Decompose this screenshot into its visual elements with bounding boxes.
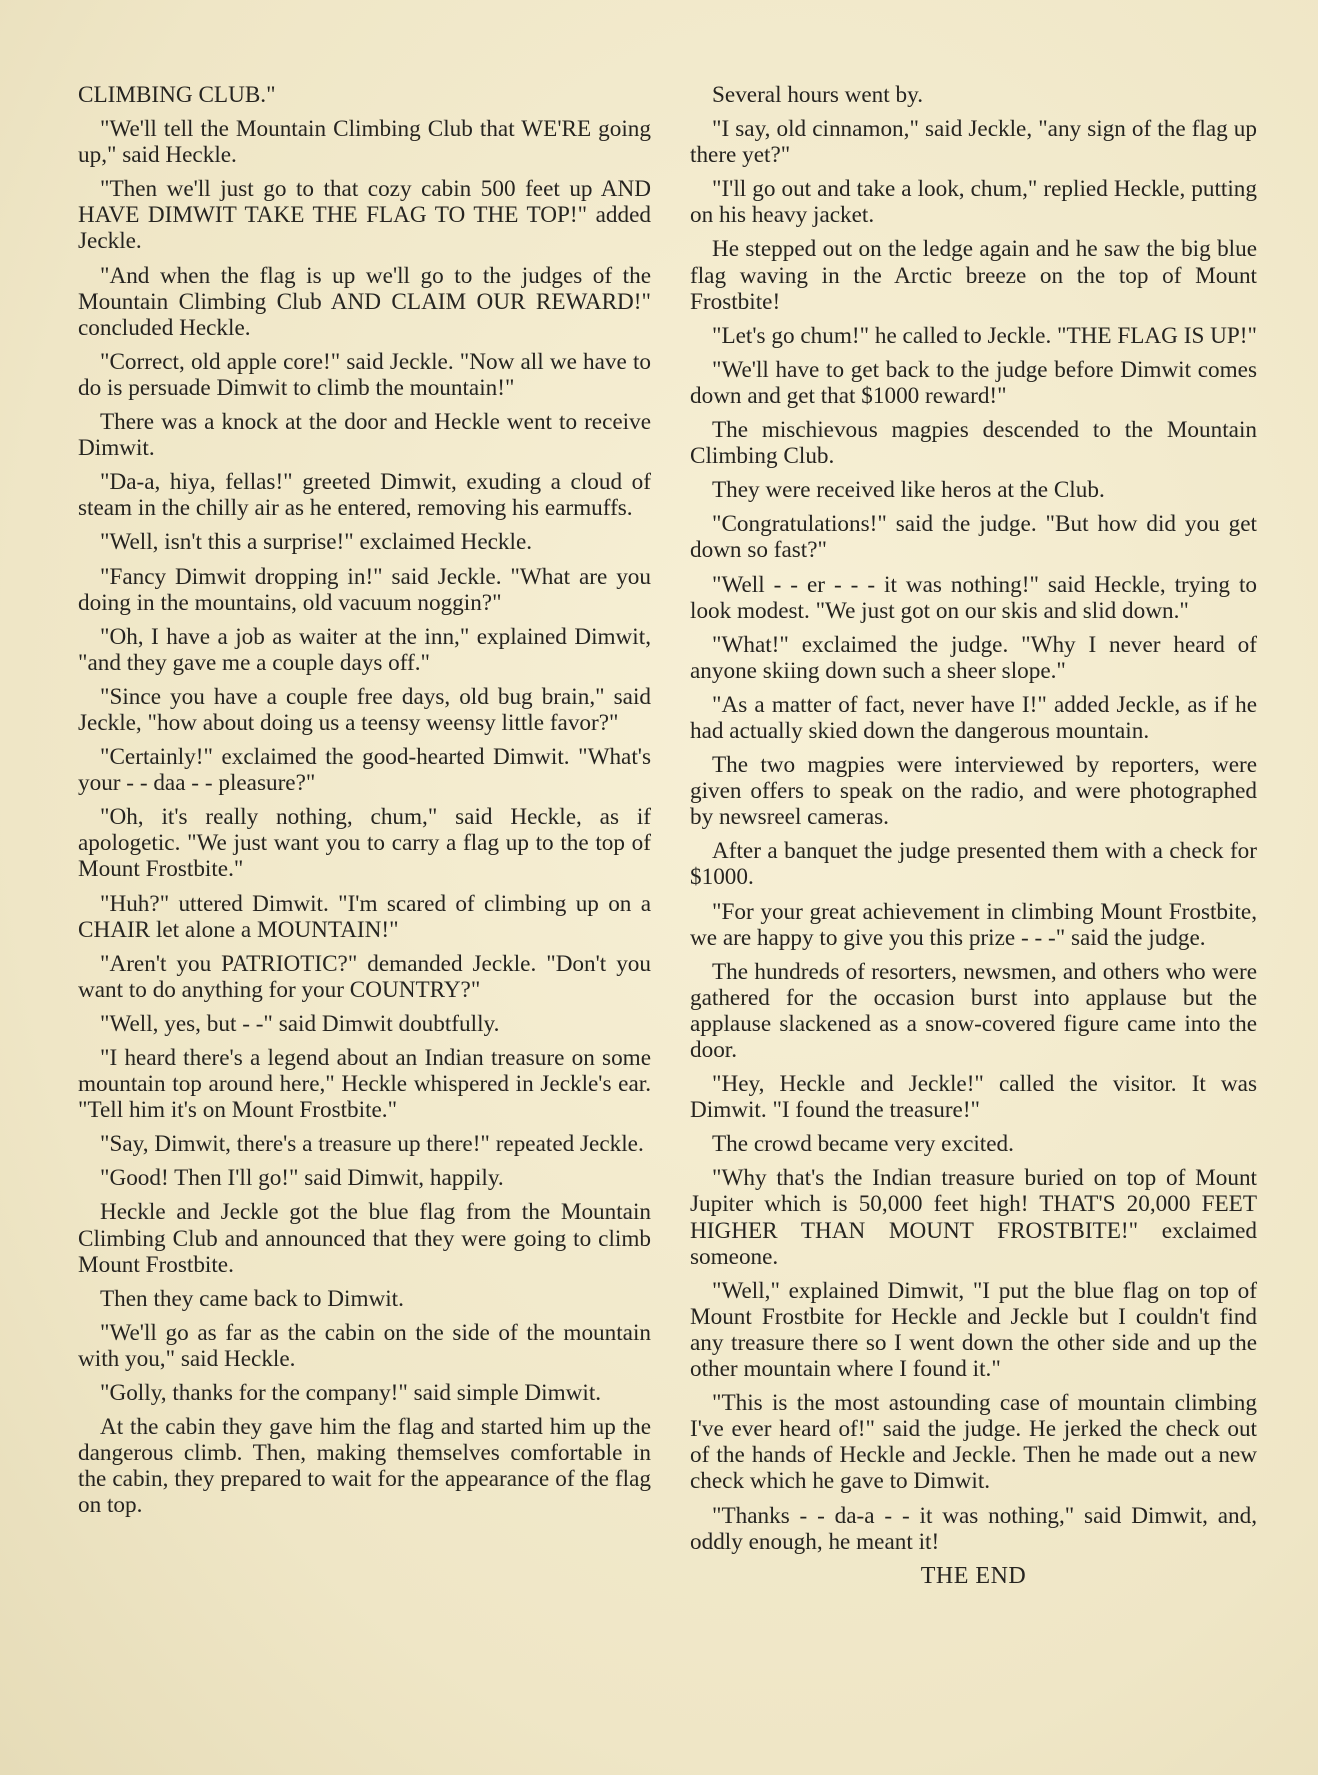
- paragraph: "Da-a, hiya, fellas!" greeted Dimwit, exuding a cloud of steam in the chilly air as he entered, removing his earmuffs.: [78, 469, 651, 522]
- left-text-column: [78, 82, 651, 1527]
- paragraph: "Fancy Dimwit dropping in!" said Jeckle. "What are you doing in the mountains, old vacuum noggin?": [78, 563, 651, 616]
- paragraph: There was a knock at the door and Heckle went to receive Dimwit.: [78, 409, 651, 462]
- the-end-heading: THE END: [920, 1562, 1027, 1589]
- paragraph: "Why that's the Indian treasure buried on top of Mount Jupiter which is 50,000 feet high! THAT'S 20,000 FEET HIGHER THAN MOUNT FROSTBITE!" exclaimed someone.: [690, 1165, 1257, 1270]
- paragraph: "Well, yes, but - -" said Dimwit doubtfully.: [100, 1010, 500, 1037]
- paragraph: "Congratulations!" said the judge. "But how did you get down so fast?": [690, 511, 1257, 564]
- paragraph: "Aren't you PATRIOTIC?" demanded Jeckle. "Don't you want to do anything for your COUNTRY?": [78, 950, 651, 1003]
- paragraph: "I'll go out and take a look, chum," replied Heckle, putting on his heavy jacket.: [690, 176, 1257, 229]
- paragraph: Several hours went by.: [712, 82, 923, 108]
- right-text-column: [690, 82, 1257, 1597]
- paragraph: "Certainly!" exclaimed the good-hearted Dimwit. "What's your - - daa - - pleasure?": [78, 744, 651, 797]
- paragraph: "Oh, it's really nothing, chum," said Heckle, as if apologetic. "We just want you to carry a flag up to the top of Mount Frostbite.": [78, 804, 651, 883]
- paragraph: "Then we'll just go to that cozy cabin 500 feet up AND HAVE DIMWIT TAKE THE FLAG TO THE TOP!" added Jeckle.: [78, 176, 651, 255]
- paragraph: At the cabin they gave him the flag and started him up the dangerous climb. Then, making themselves comfortable in the cabin, they prepared to wait for the appearance of the flag on top.: [78, 1414, 651, 1519]
- paragraph: "Golly, thanks for the company!" said simple Dimwit.: [100, 1380, 602, 1407]
- paragraph: "Well, isn't this a surprise!" exclaimed Heckle.: [100, 529, 533, 556]
- paragraph: "We'll go as far as the cabin on the side of the mountain with you," said Heckle.: [78, 1319, 651, 1372]
- paragraph: "Oh, I have a job as waiter at the inn," explained Dimwit, "and they gave me a couple days off.": [78, 623, 651, 676]
- paragraph: After a banquet the judge presented them with a check for $1000.: [690, 838, 1257, 891]
- paragraph: "For your great achievement in climbing Mount Frostbite, we are happy to give you this prize - - -" said the judge.: [690, 898, 1257, 951]
- paragraph: The two magpies were interviewed by reporters, were given offers to speak on the radio, and were photographed by newsreel cameras.: [690, 752, 1257, 831]
- paragraph: "Thanks - - da-a - - it was nothing," said Dimwit, and, oddly enough, he meant it!: [690, 1502, 1257, 1555]
- paragraph: "Correct, old apple core!" said Jeckle. "Now all we have to do is persuade Dimwit to climb the mountain!": [78, 348, 651, 401]
- paragraph: "We'll have to get back to the judge before Dimwit comes down and get that $1000 reward!": [690, 356, 1257, 409]
- paragraph: "Let's go chum!" he called to Jeckle. "THE FLAG IS UP!": [712, 322, 1257, 349]
- paragraph: CLIMBING CLUB.": [78, 82, 276, 108]
- paragraph: They were received like heros at the Club.: [712, 477, 1105, 504]
- paragraph: "As a matter of fact, never have I!" added Jeckle, as if he had actually skied down the dangerous mountain.: [690, 691, 1257, 744]
- paragraph: "Since you have a couple free days, old bug brain," said Jeckle, "how about doing us a teensy weensy little favor?": [78, 683, 651, 736]
- paragraph: "I heard there's a legend about an Indian treasure on some mountain top around here," Heckle whispered in Jeckle's ear. "Tell him it's on Mount Frostbite.": [78, 1045, 651, 1124]
- paragraph: "Huh?" uttered Dimwit. "I'm scared of climbing up on a CHAIR let alone a MOUNTAIN!": [78, 890, 651, 943]
- paragraph: Heckle and Jeckle got the blue flag from the Mountain Climbing Club and announced that they were going to climb Mount Frostbite.: [78, 1199, 651, 1278]
- paragraph: "We'll tell the Mountain Climbing Club that WE'RE going up," said Heckle.: [78, 116, 651, 169]
- paragraph: The crowd became very excited.: [712, 1131, 1014, 1158]
- paragraph: "And when the flag is up we'll go to the judges of the Mountain Climbing Club AND CLAIM OUR REWARD!" concluded Heckle.: [78, 262, 651, 341]
- paragraph: "Hey, Heckle and Jeckle!" called the visitor. It was Dimwit. "I found the treasure!": [690, 1071, 1257, 1124]
- paragraph: "Good! Then I'll go!" said Dimwit, happily.: [100, 1165, 504, 1192]
- paragraph: "Well - - er - - - it was nothing!" said Heckle, trying to look modest. "We just got on our skis and slid down.": [690, 571, 1257, 624]
- paragraph: The mischievous magpies descended to the Mountain Climbing Club.: [690, 417, 1257, 470]
- paragraph: He stepped out on the ledge again and he saw the big blue flag waving in the Arctic breeze on the top of Mount Frostbite!: [690, 236, 1257, 315]
- paragraph: The hundreds of resorters, newsmen, and others who were gathered for the occasion burst into applause but the applause slackened as a snow-covered figure came into the door.: [690, 958, 1257, 1063]
- paragraph: "I say, old cinnamon," said Jeckle, "any sign of the flag up there yet?": [690, 116, 1257, 169]
- paragraph: "This is the most astounding case of mountain climbing I've ever heard of!" said the judge. He jerked the check out of the hands of Heckle and Jeckle. Then he made out a new check which he gave to Dimwit.: [690, 1390, 1257, 1495]
- paragraph: "Say, Dimwit, there's a treasure up there!" repeated Jeckle.: [100, 1131, 644, 1158]
- paragraph: "Well," explained Dimwit, "I put the blue flag on top of Mount Frostbite for Heckle and Jeckle but I couldn't find any treasure there so I went down the other side and up the other mountain where I found it.": [690, 1277, 1257, 1383]
- paragraph: "What!" exclaimed the judge. "Why I never heard of anyone skiing down such a sheer slope.": [690, 631, 1257, 684]
- paragraph: Then they came back to Dimwit.: [100, 1285, 404, 1312]
